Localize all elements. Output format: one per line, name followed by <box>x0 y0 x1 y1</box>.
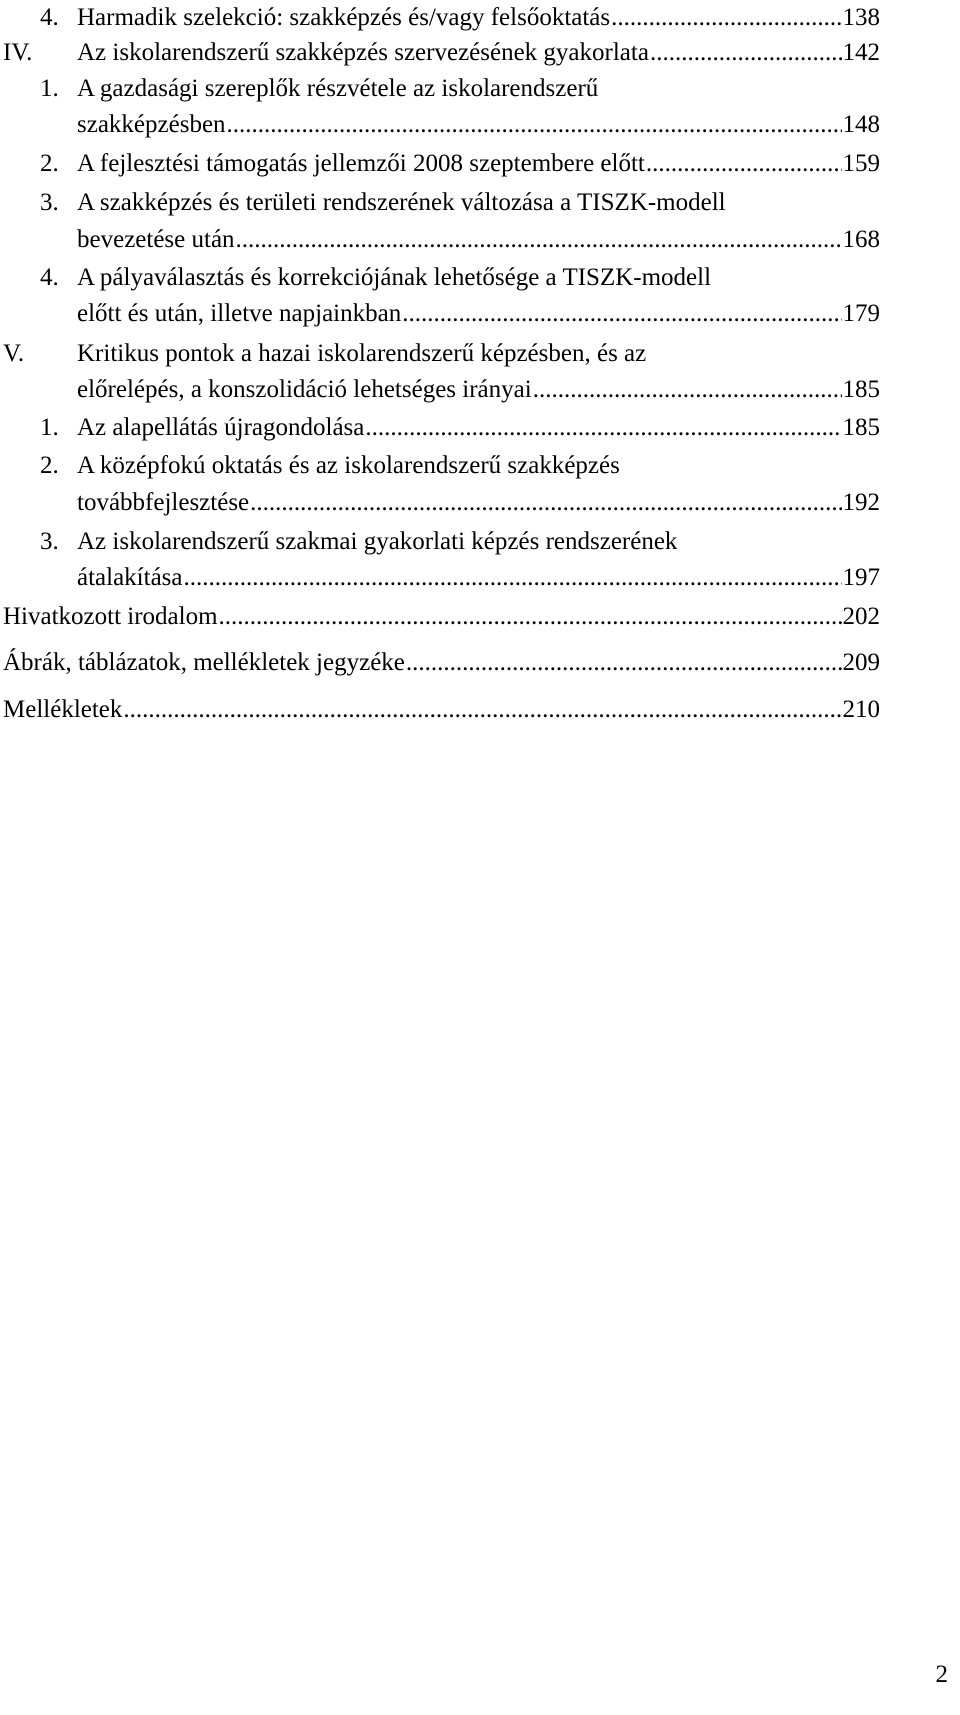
toc-entry-number: 2. <box>40 452 59 479</box>
dot-leader <box>123 690 841 730</box>
toc-entry[interactable] <box>0 446 960 486</box>
toc-entry[interactable] <box>0 33 960 73</box>
toc-entry-leader <box>3 643 880 683</box>
toc-entry[interactable] <box>0 597 960 637</box>
toc-entry-number: 3. <box>40 189 59 216</box>
toc-entry-title-line1: A középfokú oktatás és az iskolarendszerű szakképzés <box>77 452 620 479</box>
toc-entry-page: 185 <box>842 376 880 403</box>
toc-entry-title: bevezetése után <box>77 226 235 253</box>
toc-entry-title: előrelépés, a konszolidáció lehetséges irányai <box>77 376 532 403</box>
toc-entry-number: 2. <box>40 150 59 177</box>
toc-entry-number: 3. <box>40 528 59 555</box>
toc-entry-number: 4. <box>40 4 59 31</box>
dot-leader <box>650 33 842 73</box>
toc-entry-title-line1: A pályaválasztás és korrekciójának lehetősége a TISZK-modell <box>77 264 712 291</box>
toc-entry-title: Harmadik szelekció: szakképzés és/vagy felsőoktatás <box>77 4 611 31</box>
dot-leader <box>402 294 841 334</box>
dot-leader <box>184 558 842 598</box>
toc-entry-page: 148 <box>842 111 880 138</box>
toc-entry-page: 185 <box>842 414 880 441</box>
toc-entry-title: A fejlesztési támogatás jellemzői 2008 szeptembere előtt <box>77 150 645 177</box>
dot-leader <box>227 105 842 145</box>
toc-entry-page: 142 <box>842 39 880 66</box>
dot-leader <box>406 643 842 683</box>
toc-entry-leader <box>77 294 880 334</box>
toc-entry-title: szakképzésben <box>77 111 226 138</box>
toc-entry-page: 202 <box>842 603 880 630</box>
dot-leader <box>236 220 842 260</box>
toc-entry-title: Mellékletek <box>3 696 123 723</box>
toc-entry-page: 192 <box>842 489 880 516</box>
toc-entry-title-line1: Kritikus pontok a hazai iskolarendszerű képzésben, és az <box>77 340 647 367</box>
toc-entry-page: 179 <box>842 300 880 327</box>
toc-entry-continuation[interactable] <box>0 220 960 260</box>
toc-entry-number: 1. <box>40 414 59 441</box>
toc-entry[interactable] <box>0 690 960 730</box>
toc-entry-leader <box>77 558 880 598</box>
toc-entry-title-line1: A gazdasági szereplők részvétele az iskolarendszerű <box>77 75 599 102</box>
dot-leader <box>533 370 842 410</box>
toc-entry[interactable] <box>0 258 960 298</box>
toc-entry-leader <box>77 220 880 260</box>
toc-entry-continuation[interactable] <box>0 294 960 334</box>
toc-entry-title: Hivatkozott irodalom <box>3 603 218 630</box>
toc-entry-continuation[interactable] <box>0 105 960 145</box>
toc-entry-title: Az alapellátás újragondolása <box>77 414 365 441</box>
toc-entry[interactable] <box>0 334 960 374</box>
toc-entry-title: továbbfejlesztése <box>77 489 250 516</box>
dot-leader <box>219 597 842 637</box>
toc-entry-title: átalakítása <box>77 564 183 591</box>
dot-leader <box>646 144 842 184</box>
toc-entry[interactable] <box>0 522 960 562</box>
toc-entry-leader <box>77 483 880 523</box>
toc-entry-leader <box>77 105 880 145</box>
dot-leader <box>250 483 841 523</box>
toc-entry-leader <box>3 597 880 637</box>
toc-entry-number: IV. <box>3 39 33 66</box>
toc-entry-page: 168 <box>842 226 880 253</box>
toc-entry-title-line1: A szakképzés és területi rendszerének változása a TISZK-modell <box>77 189 726 216</box>
page-number: 2 <box>935 1661 948 1688</box>
toc-entry-page: 159 <box>842 150 880 177</box>
toc-entry[interactable] <box>0 643 960 683</box>
toc-entry[interactable] <box>0 408 960 448</box>
toc-entry-continuation[interactable] <box>0 483 960 523</box>
toc-entry-number: 4. <box>40 264 59 291</box>
toc-entry-leader <box>77 144 880 184</box>
toc-entry-leader <box>3 690 880 730</box>
toc-entry-page: 138 <box>842 4 880 31</box>
toc-entry-leader <box>77 408 880 448</box>
toc-entry-number: V. <box>3 340 25 367</box>
toc-entry-title: Az iskolarendszerű szakképzés szervezésének gyakorlata <box>77 39 649 66</box>
toc-entry-page: 197 <box>842 564 880 591</box>
toc-entry-number: 1. <box>40 75 59 102</box>
toc-entry-page: 209 <box>842 649 880 676</box>
toc-entry-continuation[interactable] <box>0 558 960 598</box>
toc-entry-title-line1: Az iskolarendszerű szakmai gyakorlati képzés rendszerének <box>77 528 678 555</box>
toc-entry-leader <box>77 370 880 410</box>
toc-entry-title: előtt és után, illetve napjainkban <box>77 300 402 327</box>
dot-leader <box>365 408 841 448</box>
toc-entry[interactable] <box>0 183 960 223</box>
toc-entry[interactable] <box>0 69 960 109</box>
toc-entry[interactable] <box>0 144 960 184</box>
toc-entry-leader <box>77 33 880 73</box>
toc-entry-continuation[interactable] <box>0 370 960 410</box>
toc-entry-page: 210 <box>842 696 880 723</box>
toc-entry-title: Ábrák, táblázatok, mellékletek jegyzéke <box>3 649 405 676</box>
